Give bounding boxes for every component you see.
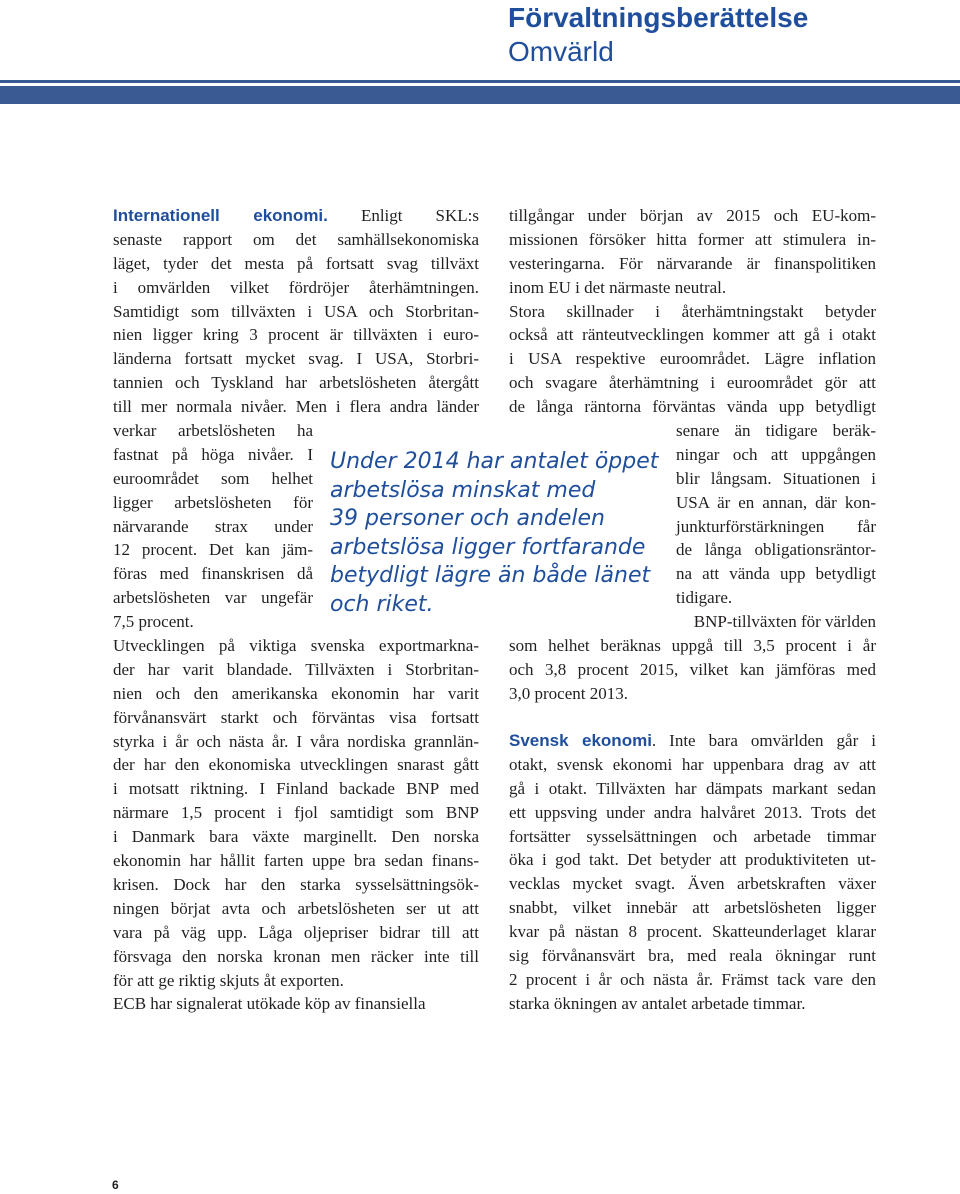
- text-line: 7,5 procent.: [113, 612, 194, 632]
- text-line: krisen. Dock har den starka sysselsättningsök-: [113, 874, 479, 894]
- text-line: otakt, svensk ekonomi har uppenbara drag av att: [509, 754, 876, 774]
- text-line: vecklas mycket svagt. Även arbetskraften växer: [509, 874, 876, 894]
- text-line: inom EU i det närmaste neutral.: [509, 277, 727, 297]
- text-line: starka ökningen av antalet arbetade timmar.: [509, 993, 806, 1013]
- right-column-top: [509, 204, 876, 419]
- text-line: der har den ekonomiska utvecklingen snarast gått: [113, 755, 479, 775]
- text-line: snabbt, vilket innebär att arbetslösheten ligger: [509, 898, 876, 918]
- text-line: gå i otakt. Tillväxten har dämpats markant sedan: [509, 778, 876, 798]
- text-line: Stora skillnader i återhämtningstakt betyder: [509, 301, 876, 321]
- left-body-text: [113, 228, 479, 1016]
- pull-quote-line: Under 2014 har antalet öppet: [330, 449, 659, 474]
- text-line: ett uppsving under andra halvåret 2013. Trots det: [509, 802, 876, 822]
- text-line: för att ge riktig skjuts åt exporten.: [113, 970, 344, 990]
- text-line: länderna fortsatt mycket svag. I USA, Storbri-: [113, 349, 479, 369]
- text-line: i omvärlden vilket fördröjer återhämtningen.: [113, 277, 479, 297]
- text-line: läget, tyder det mesta på fortsatt svag tillväxt: [113, 253, 479, 273]
- text-line: der har varit blandade. Tillväxten i Storbritan-: [113, 659, 479, 679]
- text-line: BNP-tillväxten för världen: [693, 612, 876, 632]
- text-line: 12 procent. Det kan jäm-: [113, 540, 313, 560]
- header-rule: [0, 86, 960, 104]
- text-line: Samtidigt som tillväxten i USA och Storbritan-: [113, 301, 479, 321]
- text-line: fortsätter sysselsättningen och arbetade timmar: [509, 826, 876, 846]
- pull-quote-line: arbetslösa ligger fortfarande: [330, 534, 646, 560]
- pull-quote-line: arbetslösa minskat med: [330, 477, 596, 503]
- text-line: blir långsam. Situationen i: [676, 468, 876, 488]
- text-line: och svagare återhämtning i euroområdet gör att: [509, 373, 876, 393]
- text-line: missionen försöker hitta former att stimulera in-: [509, 229, 876, 249]
- text-line: ningar och att uppgången: [676, 444, 876, 464]
- text-line: senare än tidigare beräk-: [676, 421, 876, 440]
- text-fragment: . Inte bara omvärlden går i: [651, 731, 876, 750]
- text-line: na att vända upp betydligt: [676, 564, 876, 584]
- text-line: ningen börjat avta och arbetslösheten ser ut att: [113, 898, 479, 918]
- page-number: 6: [112, 1178, 119, 1192]
- text-fragment: Enligt SKL:s: [360, 206, 479, 225]
- text-line: tidigare.: [676, 588, 733, 608]
- text-line: i Danmark bara växte marginellt. Den norska: [113, 827, 479, 847]
- text-line: de långa räntorna förväntas vända upp betydligt: [509, 397, 876, 417]
- text-line: fastnat på höga nivåer. I: [113, 444, 313, 464]
- right-column-bottom: [509, 729, 876, 1016]
- text-line: euroområdet som helhet: [113, 468, 313, 488]
- text-line: försvaga den norska kronan men räcker inte till: [113, 946, 479, 966]
- swedish-economy-text: [509, 753, 876, 1016]
- swedish-economy-heading: Svensk ekonomi: [509, 731, 652, 750]
- text-line: öka i god takt. Det betyder att produktiviteten ut-: [509, 850, 876, 870]
- text-line: USA är en annan, där kon-: [676, 492, 876, 512]
- text-line: junkturförstärkningen får: [676, 516, 876, 536]
- text-line: Utvecklingen på viktiga svenska exportmarkna-: [113, 636, 479, 656]
- text-line: arbetslösheten var ungefär: [113, 588, 313, 608]
- text-line: vesteringarna. För närvarande är finanspolitiken: [509, 253, 876, 273]
- text-line: till mer normala nivåer. Men i flera andra länder: [113, 397, 479, 417]
- text-line: tillgångar under början av 2015 och EU-kom-: [509, 206, 876, 225]
- text-line: och 3,8 procent 2015, vilket kan jämföras med: [509, 659, 876, 679]
- text-line: föras med finanskrisen då: [113, 564, 313, 584]
- text-line: kvar på nästan 8 procent. Skatteunderlaget klarar: [509, 922, 876, 942]
- text-line: också att ränteutvecklingen kommer att gå i otakt: [509, 325, 876, 345]
- right-column-wrap: [676, 419, 876, 634]
- text-line: som helhet beräknas uppgå till 3,5 procent i år: [509, 636, 876, 655]
- text-line: vara på väg upp. Låga oljepriser bidrar till att: [113, 922, 479, 942]
- text-line: sig förvånansvärt bra, med reala ökningar runt: [509, 946, 876, 966]
- text-line: 3,0 procent 2013.: [509, 683, 628, 703]
- text-line: verkar arbetslösheten ha: [113, 421, 313, 441]
- text-line: styrka i år och nästa år. I våra nordiska grannlän-: [113, 731, 479, 751]
- section-subtitle: Omvärld: [508, 36, 614, 67]
- text-line: de långa obligationsräntor-: [676, 540, 876, 560]
- text-line: i USA respektive euroområdet. Lägre inflation: [509, 349, 876, 369]
- text-line: förvånansvärt starkt och förväntas visa fortsatt: [113, 707, 479, 727]
- text-line: ligger arbetslösheten för: [113, 492, 313, 512]
- text-line: 2 procent i år och nästa år. Främst tack vare den: [509, 969, 876, 989]
- text-line: nien ligger kring 3 procent är tillväxten i euro-: [113, 325, 479, 345]
- right-column-mid: [509, 634, 876, 706]
- pull-quote-line: betydligt lägre än både länet: [330, 563, 651, 588]
- pull-quote-line: och riket.: [330, 591, 434, 617]
- pull-quote-line: 39 personer och andelen: [330, 506, 605, 531]
- right-line: [509, 729, 876, 753]
- text-line: ekonomin har hållit farten uppe bra sedan finans-: [113, 851, 479, 871]
- section-title: Förvaltningsberättelse: [508, 2, 809, 33]
- text-line: tannien och Tyskland har arbetslösheten återgått: [113, 373, 479, 393]
- text-line: närmare 1,5 procent i fjol samtidigt som BNP: [113, 803, 479, 823]
- pull-quote: [330, 448, 660, 619]
- text-line: nien och den amerikanska ekonomin har varit: [113, 683, 479, 703]
- left-line: [113, 204, 479, 228]
- text-line: ECB har signalerat utökade köp av finansiella: [113, 994, 426, 1014]
- text-line: senaste rapport om det samhällsekonomiska: [113, 229, 479, 249]
- text-line: närvarande strax under: [113, 516, 313, 536]
- international-economy-heading: Internationell ekonomi.: [113, 206, 328, 225]
- text-line: i motsatt riktning. I Finland backade BNP med: [113, 779, 479, 799]
